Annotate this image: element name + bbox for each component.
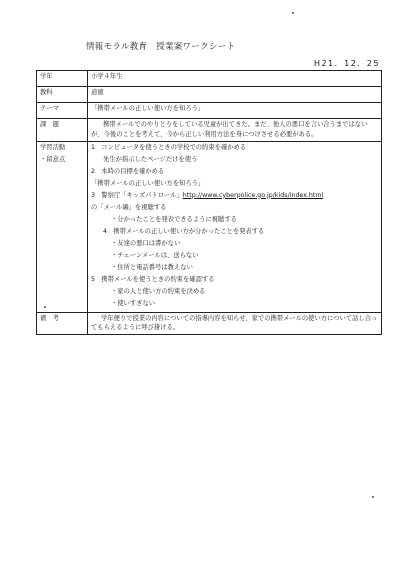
scan-speck (44, 306, 46, 308)
notes-label: ・留意点 (40, 156, 66, 164)
issue-row (37, 119, 382, 142)
activity-item: 先生が指示したページだけを使う (103, 155, 198, 163)
activity-item: ・チェーンメールは、送らない (111, 251, 199, 259)
activity-item: ・分かったことを発表できるように視聴する (111, 215, 237, 223)
remarks-label: 備 考 (37, 312, 88, 335)
grade-value: 小学４年生 (88, 71, 382, 87)
activities-row (37, 141, 382, 312)
activity-item-link-line (91, 191, 378, 203)
theme-value: 「携帯メールの正しい使い方を知ろう」 (88, 103, 382, 119)
worksheet-title: 情報モラル教育 授業案ワークシート (86, 42, 236, 52)
remarks-row (37, 312, 382, 335)
theme-label: テーマ (37, 103, 88, 119)
kids-patrol-url: http://www.cyberpolice.go.jp/kids/index.html (182, 191, 324, 199)
activity-item: 4 携帯メールの正しい使い方が分かったことを発表する (103, 227, 265, 235)
activity-item: 5 携帯メールを使うときの約束を確認する (91, 275, 215, 283)
activity-item: 3 警察庁「キッズパトロール」 (91, 191, 183, 199)
grade-label: 学年 (37, 71, 88, 87)
activities-label-cell (37, 141, 88, 312)
activity-item: 2 本時の目標を確かめる (91, 167, 165, 175)
lesson-plan-table (36, 70, 382, 335)
activity-item: ・使いすぎない (111, 299, 156, 307)
issue-value: 携帯メールでのやりとりをしている児童が出てきた。まだ、他人の悪口を言い合うまではないが、今後のことを考えて、今から正しい利用方法を身につけさせる必要がある。 (88, 119, 382, 142)
activity-item: ・家の人と使い方の約束を決める (111, 287, 206, 295)
theme-row (37, 103, 382, 119)
activities-label: 学習活動 (40, 143, 66, 151)
activity-item: の「メール編」を視聴する (91, 203, 167, 211)
issue-label: 課 題 (37, 119, 88, 142)
activity-item: ・友達の悪口は書かない (111, 239, 181, 247)
subject-label: 教科 (37, 87, 88, 103)
subject-value: 道徳 (88, 87, 382, 103)
activity-item: ・住所と電話番号は教えない (111, 263, 193, 271)
activity-item: 「携帯メールの正しい使い方を知ろう」 (91, 179, 205, 187)
subject-row (37, 87, 382, 103)
activities-cell (88, 141, 382, 312)
activity-item: 1 コンピュータを使うときの学校での約束を確かめる (91, 143, 247, 151)
remarks-value: 学年便りで授業の内容についての指導内容を知らせ、家での携帯メールの使い方について話し合ってもらえるように呼び掛ける。 (88, 312, 382, 335)
worksheet-date: H21．12．25 (313, 59, 380, 68)
grade-row (37, 71, 382, 87)
scan-speck (372, 496, 374, 498)
scan-speck (292, 12, 294, 14)
